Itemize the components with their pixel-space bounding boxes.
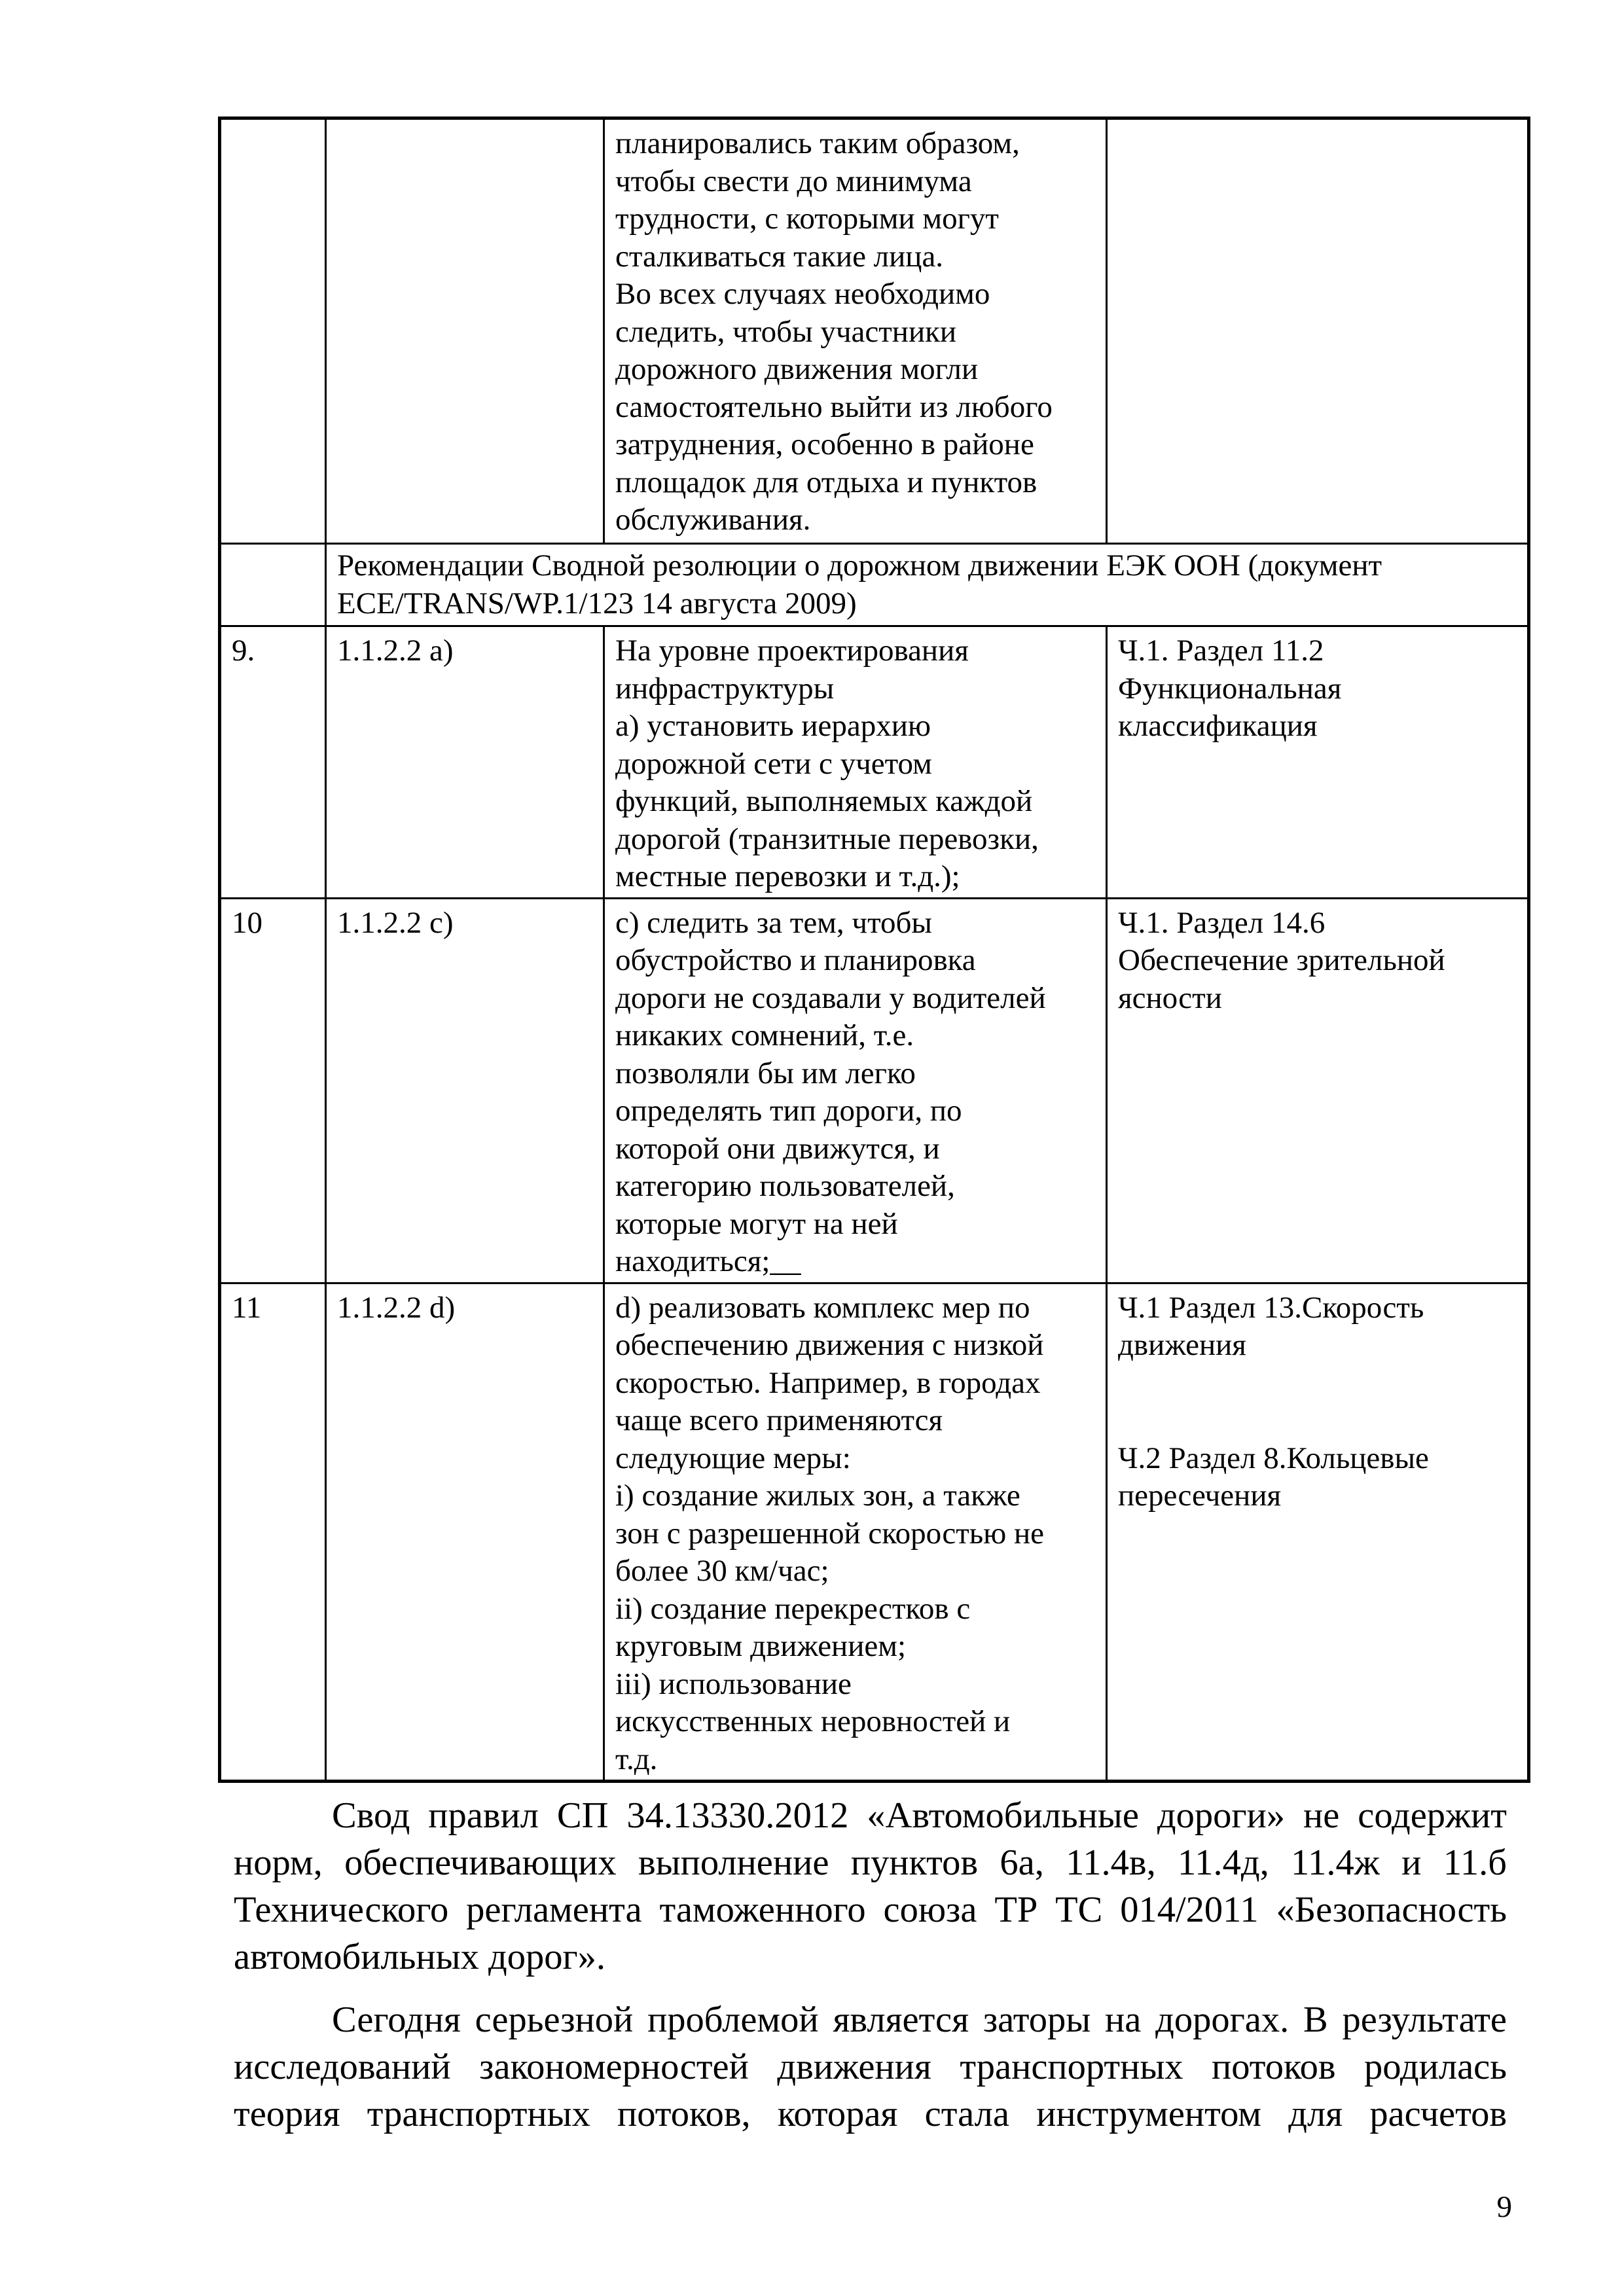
table-row	[220, 898, 1529, 1283]
cell-num	[220, 544, 326, 626]
row-reference	[1107, 898, 1529, 1283]
row-reference	[1107, 1283, 1529, 1782]
ref-line: классификация	[1118, 709, 1318, 743]
text-line: находиться;__	[615, 1244, 801, 1278]
text-line: инфраструктуры	[615, 671, 835, 706]
cell-num	[220, 118, 326, 544]
row-number: 10	[220, 898, 326, 1283]
text-line: i) создание жилых зон, а также	[615, 1479, 1020, 1513]
table-row	[220, 626, 1529, 899]
cell-ref	[1107, 118, 1529, 544]
text-line: местные перевозки и т.д.);	[615, 859, 960, 893]
text-line: функций, выполняемых каждой	[615, 784, 1033, 818]
text-line: чтобы свести до минимума	[615, 164, 972, 198]
row-clause: 1.1.2.2 c)	[326, 898, 604, 1283]
row-clause: 1.1.2.2 d)	[326, 1283, 604, 1782]
cell-text	[604, 118, 1107, 544]
section-heading	[326, 544, 1529, 626]
table-row-continuation	[220, 118, 1529, 544]
text-line: iii) использование	[615, 1666, 852, 1701]
regulation-table	[218, 117, 1530, 1783]
page-number: 9	[1496, 2190, 1512, 2224]
text-line: ii) создание перекрестков с	[615, 1591, 971, 1626]
ref-line: Ч.1 Раздел 13.Скорость	[1118, 1290, 1424, 1325]
text-line: обслуживания.	[615, 503, 811, 537]
row-clause: 1.1.2.2 а)	[326, 626, 604, 899]
text-line: чаще всего применяются	[615, 1403, 943, 1437]
text-line: следить, чтобы участники	[615, 314, 957, 349]
paragraph-line: Сегодня серьезной проблемой является заторы на дорогах. В результате	[332, 2000, 1507, 2040]
ref-line: Ч.1. Раздел 11.2	[1118, 634, 1324, 668]
text-line: которой они движутся, и	[615, 1131, 940, 1166]
ref-line: движения	[1118, 1328, 1246, 1362]
paragraph-traffic-jams	[234, 1996, 1507, 2138]
ref-line: пересечения	[1118, 1479, 1282, 1513]
text-line: На уровне проектирования	[615, 634, 969, 668]
heading-line: ECE/TRANS/WP.1/123 14 августа 2009)	[337, 586, 857, 620]
table-row	[220, 1283, 1529, 1782]
text-line: сталкиваться такие лица.	[615, 239, 944, 274]
text-line: с) следить за тем, чтобы	[615, 905, 932, 940]
text-line: следующие меры:	[615, 1441, 851, 1475]
text-line: определять тип дороги, по	[615, 1094, 962, 1128]
ref-line: Ч.2 Раздел 8.Кольцевые	[1118, 1441, 1429, 1475]
ref-spacer	[1118, 1365, 1517, 1440]
text-line: искусственных неровностей и	[615, 1704, 1011, 1738]
ref-line: ясности	[1118, 980, 1222, 1015]
text-line: обустройство и планировка	[615, 943, 976, 977]
text-line: зон с разрешенной скоростью не	[615, 1516, 1045, 1551]
text-line: затруднения, особенно в районе	[615, 427, 1034, 461]
table-section-heading-row	[220, 544, 1529, 626]
text-line: а) установить иерархию	[615, 709, 931, 743]
heading-line: Рекомендации Сводной резолюции о дорожном движении ЕЭК ООН (документ	[337, 548, 1382, 583]
text-line: круговым движением;	[615, 1629, 907, 1663]
paragraph-line: автомобильных дорог».	[234, 1937, 606, 1977]
text-line: дороги не создавали у водителей	[615, 980, 1046, 1015]
text-line: d) реализовать комплекс мер по	[615, 1290, 1030, 1325]
text-line: Во всех случаях необходимо	[615, 277, 990, 311]
text-line: обеспечению движения с низкой	[615, 1328, 1044, 1362]
text-line: никаких сомнений, т.е.	[615, 1018, 914, 1052]
row-text	[604, 898, 1107, 1283]
text-line: позволяли бы им легко	[615, 1056, 916, 1090]
row-text	[604, 626, 1107, 899]
text-line: дорожного движения могли	[615, 352, 979, 386]
text-line: которые могут на ней	[615, 1206, 898, 1241]
text-line: дорожной сети с учетом	[615, 746, 932, 781]
ref-line: Обеспечение зрительной	[1118, 943, 1445, 977]
paragraph-line: Технического регламента таможенного союза ТР ТС 014/2011 «Безопасность	[234, 1890, 1507, 1930]
text-line: категорию пользователей,	[615, 1169, 955, 1203]
row-number: 9.	[220, 626, 326, 899]
text-line: т.д.	[615, 1742, 658, 1776]
paragraph-line: Свод правил СП 34.13330.2012 «Автомобильные дороги» не содержит	[332, 1795, 1507, 1836]
row-number: 11	[220, 1283, 326, 1782]
text-line: трудности, с которыми могут	[615, 202, 999, 236]
paragraph-line: исследований закономерностей движения транспортных потоков родилась	[234, 2047, 1507, 2087]
text-line: планировались таким образом,	[615, 126, 1020, 160]
row-reference	[1107, 626, 1529, 899]
text-line: дорогой (транзитные перевозки,	[615, 821, 1039, 856]
paragraph-line: норм, обеспечивающих выполнение пунктов 6а, 11.4в, 11.4д, 11.4ж и 11.б	[234, 1842, 1507, 1883]
text-line: самостоятельно выйти из любого	[615, 389, 1053, 424]
paragraph-code-of-rules	[234, 1792, 1507, 1981]
text-line: скоростью. Например, в городах	[615, 1365, 1041, 1400]
paragraph-line: теория транспортных потоков, которая стала инструментом для расчетов	[234, 2094, 1507, 2134]
text-line: площадок для отдыха и пунктов	[615, 465, 1038, 499]
ref-line: Ч.1. Раздел 14.6	[1118, 905, 1326, 940]
ref-line: Функциональная	[1118, 671, 1342, 706]
text-line: более 30 км/час;	[615, 1554, 829, 1588]
cell-clause	[326, 118, 604, 544]
row-text	[604, 1283, 1107, 1782]
